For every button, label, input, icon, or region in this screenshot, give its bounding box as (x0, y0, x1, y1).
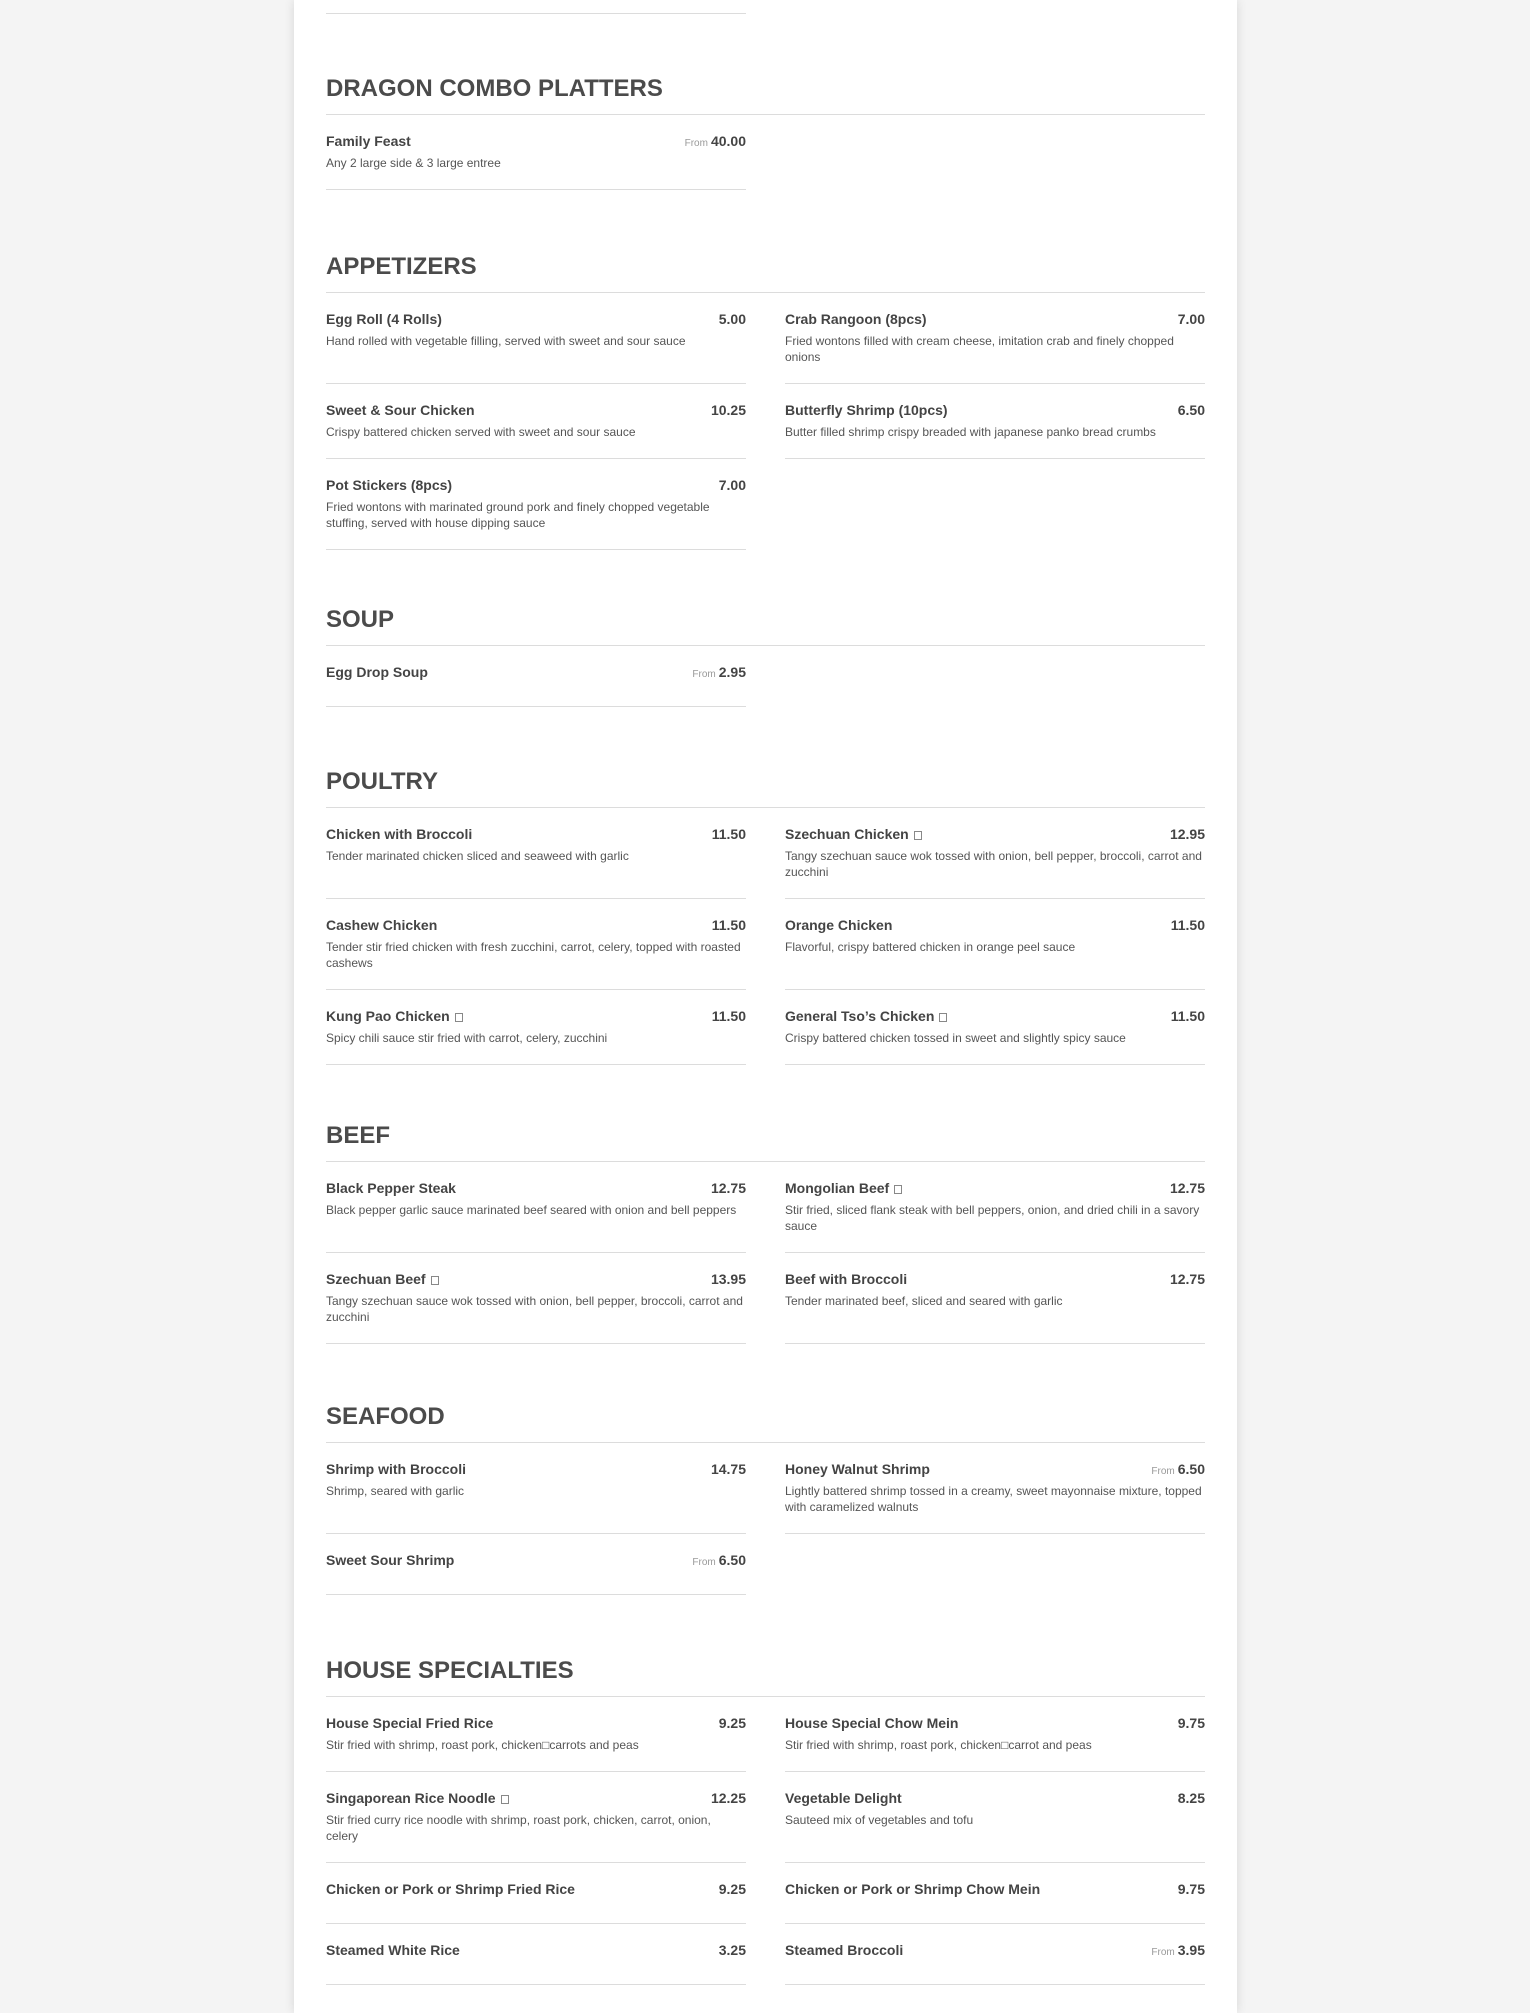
item-price (712, 917, 746, 933)
item-price (719, 1881, 746, 1897)
price-value: 9.25 (718, 1715, 746, 1731)
price-value: 9.25 (718, 1881, 746, 1897)
menu-item-header (785, 311, 1205, 327)
price-value: 9.75 (1177, 1715, 1205, 1731)
menu-item-header (785, 1461, 1205, 1477)
price-value: 12.75 (1169, 1271, 1205, 1287)
price-value: 12.75 (710, 1180, 746, 1196)
spicy-icon (501, 1795, 509, 1804)
menu-item-header (785, 1008, 1205, 1024)
item-description: Tender marinated chicken sliced and seaweed with garlic (326, 849, 629, 863)
item-description: Tangy szechuan sauce wok tossed with onion, bell pepper, broccoli, carrot and zucchini (326, 1294, 743, 1324)
price-value: 11.50 (1170, 917, 1205, 933)
item-name (785, 917, 892, 933)
menu-section (326, 253, 1205, 568)
item-name-text: Singaporean Rice Noodle (326, 1790, 496, 1806)
menu-item[interactable] (785, 826, 1205, 899)
item-name-text: Cashew Chicken (326, 917, 438, 933)
menu-item[interactable] (326, 1552, 746, 1595)
item-name (326, 1461, 466, 1477)
spicy-icon (914, 831, 922, 840)
menu-item[interactable] (785, 402, 1205, 459)
menu-item[interactable] (326, 1180, 746, 1253)
menu-page (294, 0, 1237, 2013)
price-value: 6.50 (718, 1552, 746, 1568)
item-name-text: Kung Pao Chicken (326, 1008, 450, 1024)
menu-item[interactable] (326, 402, 746, 459)
menu-item-header (785, 1715, 1205, 1731)
menu-item-header (326, 826, 746, 842)
menu-item[interactable] (326, 1008, 746, 1065)
menu-item-header (785, 1881, 1205, 1897)
item-name-text: Sweet Sour Shrimp (326, 1552, 455, 1568)
item-name-text: House Special Fried Rice (326, 1715, 494, 1731)
price-value: 7.00 (1177, 311, 1205, 327)
price-value: 40.00 (710, 133, 746, 149)
item-name-text: House Special Chow Mein (785, 1715, 959, 1731)
menu-items (326, 1443, 1205, 1613)
menu-section (326, 1657, 1205, 2003)
price-value: 6.50 (1177, 1461, 1205, 1477)
price-value: 3.95 (1177, 1942, 1205, 1958)
section-title: APPETIZERS (326, 253, 1205, 293)
item-price (685, 133, 746, 149)
item-name-text: Mongolian Beef (785, 1180, 890, 1196)
menu-item[interactable] (785, 1180, 1205, 1253)
item-name-text: Sweet & Sour Chicken (326, 402, 475, 418)
price-value: 2.95 (718, 664, 746, 680)
menu-item-header (785, 402, 1205, 418)
menu-item[interactable] (785, 917, 1205, 990)
item-name (785, 1715, 958, 1731)
item-name (785, 1461, 930, 1477)
item-name (326, 1881, 575, 1897)
item-name (326, 477, 452, 493)
item-name (785, 311, 927, 327)
item-price (1170, 826, 1205, 842)
item-name (785, 826, 922, 842)
price-from-label: From (692, 1557, 716, 1568)
menu-section (326, 1122, 1205, 1362)
menu-item[interactable] (326, 133, 746, 190)
menu-item[interactable] (326, 664, 746, 707)
menu-item[interactable] (785, 1461, 1205, 1534)
item-description: Black pepper garlic sauce marinated beef seared with onion and bell peppers (326, 1203, 737, 1217)
item-name-text: Honey Walnut Shrimp (785, 1461, 930, 1477)
menu-item-header (326, 1942, 746, 1958)
menu-item[interactable] (326, 477, 746, 550)
price-value: 13.95 (710, 1271, 746, 1287)
price-value: 12.25 (710, 1790, 746, 1806)
item-name-text: Pot Stickers (8pcs) (326, 477, 453, 493)
item-description: Crispy battered chicken served with sweet and sour sauce (326, 425, 636, 439)
item-description: Shrimp, seared with garlic (326, 1484, 465, 1498)
item-price (1171, 1008, 1205, 1024)
price-value: 14.75 (710, 1461, 746, 1477)
item-name-text: Chicken or Pork or Shrimp Chow Mein (785, 1881, 1041, 1897)
item-name (326, 917, 437, 933)
item-description: Flavorful, crispy battered chicken in orange peel sauce (785, 940, 1076, 954)
item-price (712, 826, 746, 842)
item-price (711, 1461, 746, 1477)
item-name-text: Black Pepper Steak (326, 1180, 456, 1196)
item-name-text: Egg Drop Soup (326, 664, 428, 680)
item-name-text: Family Feast (326, 133, 411, 149)
spicy-icon (455, 1013, 463, 1022)
item-description: Any 2 large side & 3 large entree (326, 156, 501, 170)
item-name (326, 311, 442, 327)
item-price (719, 311, 746, 327)
price-from-label: From (692, 669, 716, 680)
item-description: Sauteed mix of vegetables and tofu (785, 1813, 974, 1827)
item-name-text: Beef with Broccoli (785, 1271, 908, 1287)
price-value: 5.00 (718, 311, 746, 327)
menu-item-header (326, 402, 746, 418)
item-description: Tender marinated beef, sliced and seared with garlic (785, 1294, 1063, 1308)
price-value: 11.50 (711, 917, 746, 933)
menu-item-header (326, 1881, 746, 1897)
item-price (1151, 1942, 1205, 1958)
item-name (326, 402, 475, 418)
item-name (785, 1180, 902, 1196)
menu-section (326, 768, 1205, 1083)
menu-item-header (326, 1271, 746, 1287)
item-price (1170, 1271, 1205, 1287)
item-name-text: Steamed Broccoli (785, 1942, 904, 1958)
price-value: 3.25 (718, 1942, 746, 1958)
item-name (326, 1180, 456, 1196)
item-name (326, 664, 428, 680)
menu-item-header (326, 311, 746, 327)
price-value: 10.25 (710, 402, 746, 418)
item-name (326, 1008, 463, 1024)
menu-item[interactable] (785, 1008, 1205, 1065)
section-title: SOUP (326, 606, 1205, 646)
menu-section (326, 75, 1205, 208)
menu-item[interactable] (785, 311, 1205, 384)
item-name-text: General Tso’s Chicken (785, 1008, 935, 1024)
item-description: Fried wontons filled with cream cheese, imitation crab and finely chopped onions (785, 334, 1174, 364)
menu-item-header (326, 1461, 746, 1477)
menu-items (326, 808, 1205, 1083)
menu-item[interactable] (785, 1790, 1205, 1863)
item-description: Hand rolled with vegetable filling, served with sweet and sour sauce (326, 334, 686, 348)
item-name (326, 1715, 493, 1731)
divider (326, 13, 746, 14)
item-description: Stir fried with shrimp, roast pork, chicken□carrot and peas (785, 1738, 1092, 1752)
menu-item[interactable] (785, 1881, 1205, 1924)
menu-section (326, 606, 1205, 725)
menu-item[interactable] (785, 1271, 1205, 1344)
price-value: 12.75 (1169, 1180, 1205, 1196)
item-name (326, 1790, 509, 1806)
section-title: HOUSE SPECIALTIES (326, 1657, 1205, 1697)
menu-item-header (326, 1715, 746, 1731)
price-from-label: From (684, 138, 708, 149)
section-title: SEAFOOD (326, 1403, 1205, 1443)
menu-item[interactable] (326, 1790, 746, 1863)
item-price (711, 1180, 746, 1196)
item-price (1151, 1461, 1205, 1477)
price-value: 7.00 (718, 477, 746, 493)
section-title: POULTRY (326, 768, 1205, 808)
item-description: Stir fried, sliced flank steak with bell peppers, onion, and dried chili in a savory sauce (785, 1203, 1200, 1233)
menu-item-header (326, 1790, 746, 1806)
menu-item-header (326, 1180, 746, 1196)
price-value: 6.50 (1177, 402, 1205, 418)
item-name (785, 1881, 1040, 1897)
item-description: Butter filled shrimp crispy breaded with japanese panko bread crumbs (785, 425, 1156, 439)
menu-item[interactable] (326, 311, 746, 384)
item-price (711, 402, 746, 418)
menu-items (326, 1162, 1205, 1362)
item-name (326, 826, 472, 842)
item-price (692, 664, 746, 680)
menu-items (326, 1697, 1205, 2003)
item-price (712, 1008, 746, 1024)
menu-items (326, 115, 1205, 208)
item-name (785, 1271, 907, 1287)
menu-item-header (785, 1271, 1205, 1287)
item-name (326, 1942, 460, 1958)
section-title: DRAGON COMBO PLATTERS (326, 75, 1205, 115)
item-name-text: Shrimp with Broccoli (326, 1461, 467, 1477)
item-name-text: Egg Roll (4 Rolls) (326, 311, 442, 327)
item-name (326, 1271, 439, 1287)
item-name-text: Chicken or Pork or Shrimp Fried Rice (326, 1881, 575, 1897)
menu-item[interactable] (326, 1881, 746, 1924)
item-name (785, 402, 948, 418)
price-value: 11.50 (711, 826, 746, 842)
item-name-text: Szechuan Beef (326, 1271, 426, 1287)
section-title: BEEF (326, 1122, 1205, 1162)
item-description: Spicy chili sauce stir fried with carrot, celery, zucchini (326, 1031, 608, 1045)
item-description: Tangy szechuan sauce wok tossed with onion, bell pepper, broccoli, carrot and zucchini (785, 849, 1202, 879)
item-price (1171, 917, 1205, 933)
item-price (1170, 1180, 1205, 1196)
price-value: 11.50 (711, 1008, 746, 1024)
spicy-icon (894, 1185, 902, 1194)
item-price (1178, 311, 1205, 327)
item-name (326, 133, 411, 149)
item-name-text: Crab Rangoon (8pcs) (785, 311, 927, 327)
item-price (719, 1942, 746, 1958)
menu-item[interactable] (326, 1715, 746, 1772)
item-price (1178, 1790, 1205, 1806)
item-description: Stir fried curry rice noodle with shrimp, roast pork, chicken, carrot, onion, celery (326, 1813, 711, 1843)
item-description: Lightly battered shrimp tossed in a creamy, sweet mayonnaise mixture, topped with caramelized walnuts (785, 1484, 1202, 1514)
menu-item-header (326, 1552, 746, 1568)
item-price (1178, 1881, 1205, 1897)
price-value: 9.75 (1177, 1881, 1205, 1897)
item-description: Crispy battered chicken tossed in sweet and slightly spicy sauce (785, 1031, 1126, 1045)
item-description: Tender stir fried chicken with fresh zucchini, carrot, celery, topped with roasted cashews (326, 940, 741, 970)
item-price (719, 1715, 746, 1731)
menu-item-header (785, 1790, 1205, 1806)
menu-item[interactable] (785, 1715, 1205, 1772)
price-value: 12.95 (1169, 826, 1205, 842)
item-name-text: Chicken with Broccoli (326, 826, 473, 842)
item-description: Stir fried with shrimp, roast pork, chicken□carrots and peas (326, 1738, 639, 1752)
item-price (711, 1271, 746, 1287)
menu-item[interactable] (326, 917, 746, 990)
menu-item-header (785, 826, 1205, 842)
menu-item-header (326, 664, 746, 680)
item-price (711, 1790, 746, 1806)
price-from-label: From (1151, 1466, 1175, 1477)
item-name-text: Steamed White Rice (326, 1942, 460, 1958)
item-price (692, 1552, 746, 1568)
item-name-text: Szechuan Chicken (785, 826, 909, 842)
item-price (719, 477, 746, 493)
price-value: 8.25 (1177, 1790, 1205, 1806)
item-name-text: Orange Chicken (785, 917, 893, 933)
menu-item[interactable] (785, 1942, 1205, 1985)
item-name-text: Butterfly Shrimp (10pcs) (785, 402, 948, 418)
item-name (326, 1552, 454, 1568)
menu-item[interactable] (326, 1461, 746, 1534)
menu-item[interactable] (326, 1942, 746, 1985)
item-name (785, 1008, 947, 1024)
item-name-text: Vegetable Delight (785, 1790, 902, 1806)
menu-item-header (785, 917, 1205, 933)
menu-item-header (326, 1008, 746, 1024)
menu-item-header (326, 477, 746, 493)
menu-item[interactable] (326, 826, 746, 899)
menu-item-header (785, 1180, 1205, 1196)
item-description: Fried wontons with marinated ground pork and finely chopped vegetable stuffing, served with house dipping sauce (326, 500, 710, 530)
menu-items (326, 293, 1205, 568)
item-name (785, 1790, 902, 1806)
menu-section (326, 1403, 1205, 1613)
price-from-label: From (1151, 1947, 1175, 1958)
spicy-icon (431, 1276, 439, 1285)
menu-items (326, 646, 1205, 725)
item-name (785, 1942, 903, 1958)
menu-item-header (326, 917, 746, 933)
menu-item-header (785, 1942, 1205, 1958)
item-price (1178, 402, 1205, 418)
menu-item-header (326, 133, 746, 149)
price-value: 11.50 (1170, 1008, 1205, 1024)
menu-item[interactable] (326, 1271, 746, 1344)
item-price (1178, 1715, 1205, 1731)
spicy-icon (939, 1013, 947, 1022)
